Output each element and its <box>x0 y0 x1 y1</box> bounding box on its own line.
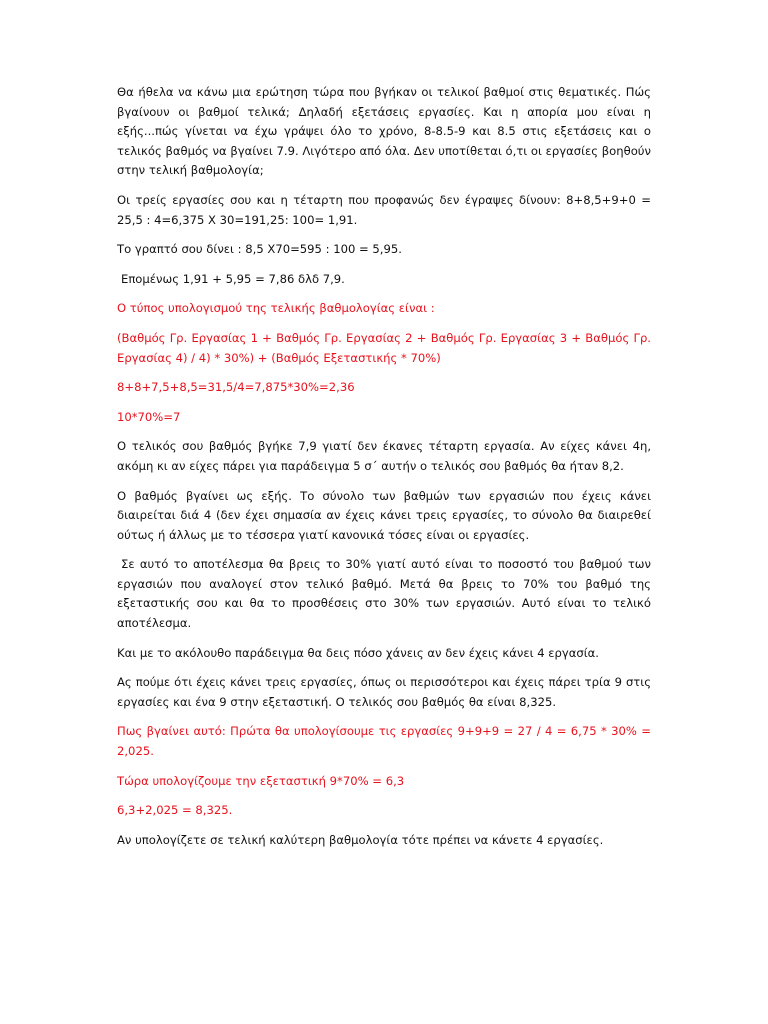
paragraph-explanation-final: Ο τελικός σου βαθμός βγήκε 7,9 γιατί δεν έκανες τέταρτη εργασία. Αν είχες κάνει 4η, ακόμη κι αν είχες πάρει για παράδειγμα 5 σ΄ αυτήν ο τελικός σου βαθμός θα ήταν 8,2. <box>117 439 651 473</box>
paragraph-example-step3: 6,3+2,025 = 8,325. <box>117 803 233 818</box>
paragraph-formula: (Βαθμός Γρ. Εργασίας 1 + Βαθμός Γρ. Εργασίας 2 + Βαθμός Γρ. Εργασίας 3 + Βαθμός Γρ. Εργασίας 4) / 4) * 30%) + (Βαθμός Εξεταστικής * 70%) <box>117 330 651 365</box>
paragraph-explanation-percent: Σε αυτό το αποτέλεσμα θα βρεις το 30% γιατί αυτό είναι το ποσοστό του βαθμού των εργασιών που αναλογεί στον τελικό βαθμό. Μετά θα βρεις το 70% του βαθμό της εξεταστικής σου και θα το προσθέσεις στο 30% των εργασιών. Αυτό είναι το τελικό αποτέλεσμα. <box>117 557 651 631</box>
paragraph-example-step2: Τώρα υπολογίζουμε την εξεταστική 9*70% = 6,3 <box>117 773 405 788</box>
paragraph-example-scenario: Ας πούμε ότι έχεις κάνει τρεις εργασίες, όπως οι περισσότεροι και έχεις πάρει τρία 9 στις εργασίες και ένα 9 στην εξεταστική. Ο τελικός σου βαθμός θα είναι 8,325. <box>117 675 651 709</box>
paragraph-conclusion: Αν υπολογίζετε σε τελική καλύτερη βαθμολογία τότε πρέπει να κάνετε 4 εργασίες. <box>117 832 604 847</box>
paragraph-explanation-method: Ο βαθμός βγαίνει ως εξής. Το σύνολο των βαθμών των εργασιών που έχεις κάνει διαιρείται διά 4 (δεν έχει σημασία αν έχεις κάνει τρεις εργασίες, το σύνολο θα διαιρεθεί ούτως ή άλλως με το τέσσερα γιατί κανονικά τόσες είναι οι εργασίες. <box>117 488 651 542</box>
paragraph-example-exam: 10*70%=7 <box>117 409 181 424</box>
paragraph-exam-calc: Το γραπτό σου δίνει : 8,5 Χ70=595 : 100 = 5,95. <box>117 242 402 257</box>
paragraph-question: Θα ήθελα να κάνω μια ερώτηση τώρα που βγήκαν οι τελικοί βαθμοί στις θεματικές. Πώς βγαίνουν οι βαθμοί τελικά; Δηλαδή εξετάσεις εργασίες. Και η απορία μου είναι η εξής...πώς γίνεται να έχω γράψει όλο το χρόνο, 8-8.5-9 και 8.5 στις εξετάσεις και ο τελικός βαθμός να βγαίνει 7.9. Λιγότερο από όλα. Δεν υποτίθεται ό,τι οι εργασίες βοηθούν στην τελική βαθμολογία; <box>117 85 651 178</box>
paragraph-assignments-calc: Οι τρείς εργασίες σου και η τέταρτη που προφανώς δεν έγραψες δίνουν: 8+8,5+9+0 = 25,5 : 4=6,375 Χ 30=191,25: 100= 1,91. <box>117 192 651 227</box>
document-page <box>117 83 651 860</box>
paragraph-formula-heading: Ο τύπος υπολογισμού της τελικής βαθμολογίας είναι : <box>117 301 435 316</box>
paragraph-result: Επομένως 1,91 + 5,95 = 7,86 δλδ 7,9. <box>121 271 345 286</box>
paragraph-example-assignments: 8+8+7,5+8,5=31,5/4=7,875*30%=2,36 <box>117 380 355 395</box>
paragraph-example-step1: Πως βγαίνει αυτό: Πρώτα θα υπολογίσουμε τις εργασίες 9+9+9 = 27 / 4 = 6,75 * 30% = 2,025. <box>117 724 651 759</box>
paragraph-example-intro: Και με το ακόλουθο παράδειγμα θα δεις πόσο χάνεις αν δεν έχεις κάνει 4 εργασία. <box>117 645 599 660</box>
